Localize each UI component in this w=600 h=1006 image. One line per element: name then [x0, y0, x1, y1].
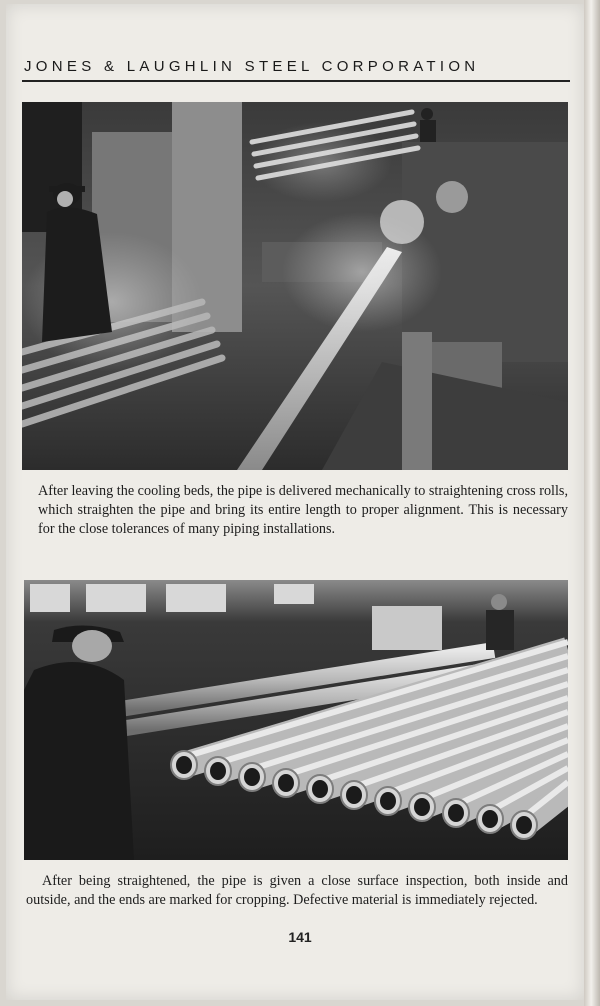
header-rule	[22, 80, 570, 82]
book-spine-edge	[584, 0, 600, 1006]
caption-straightening: After leaving the cooling beds, the pipe is delivered mechanically to straightening cross rolls, which straighten the pipe and bring its entire length to proper alignment. This is necessary for the close tolerances of many piping installations.	[38, 483, 568, 537]
page-number: 141	[288, 929, 312, 945]
running-header: JONES & LAUGHLIN STEEL CORPORATION	[24, 58, 480, 75]
pipe-straightening-photo	[22, 102, 568, 470]
caption-inspection: After being straightened, the pipe is given a close surface inspection, both inside and outside, and the ends are marked for cropping. Defective material is immediately rejected.	[26, 873, 568, 908]
pipe-inspection-photo	[24, 580, 568, 860]
